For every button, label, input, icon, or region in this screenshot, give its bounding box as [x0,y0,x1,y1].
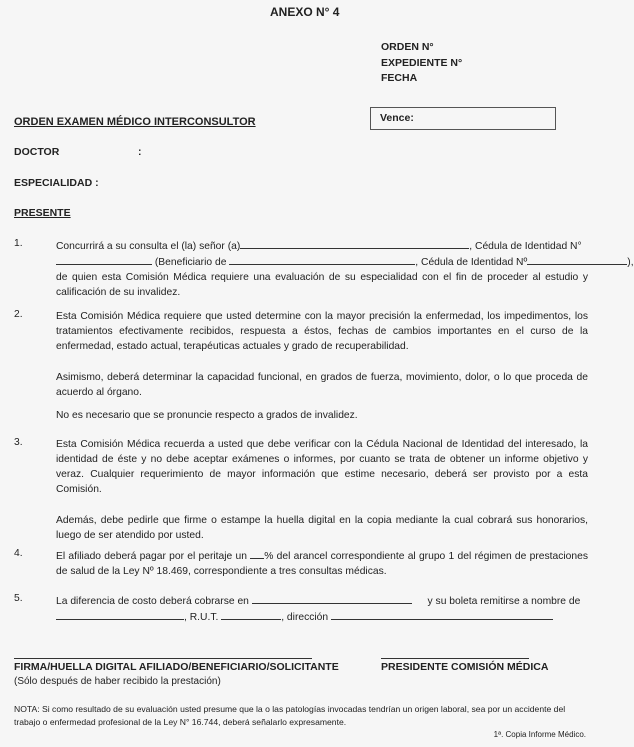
senor-name-field[interactable] [240,238,469,249]
doctor-field[interactable] [150,144,350,158]
footer-copy-label: 1ª. Copia Informe Médico. [493,730,586,739]
item-2-p3: No es necesario que se pronuncie respecto a grados de invalidez. [56,410,358,421]
beneficiario-field[interactable] [229,254,415,265]
item-2-number: 2. [14,309,23,320]
item-5-text: , dirección [281,612,329,623]
item-5-text: La diferencia de costo deberá cobrarse en [56,596,249,607]
vence-label: Vence: [380,112,414,124]
doctor-label: DOCTOR [14,146,60,158]
fecha-label: FECHA [381,72,418,84]
header-fields [381,40,462,87]
direccion-field[interactable] [331,609,553,620]
item-3-p2: Además, debe pedirle que firme o estampe la huella digital en la copia mediante la cual cobrará sus honorarios, luego de ser atendido por usted. [56,515,588,541]
cobrarse-en-field[interactable] [252,593,412,604]
signature-line-left [14,658,312,659]
rut-field[interactable] [221,609,281,620]
item-1-text: (Beneficiario de [154,257,227,268]
beneficiario-cedula-field[interactable] [527,254,627,265]
item-4-number: 4. [14,548,23,559]
item-4-text: % del arancel correspondiente al grupo 1 del régimen de prestaciones de salud de la Ley Nº 18.469, correspondiente a tres consultas médicas. [56,551,588,577]
annex-title: ANEXO N° 4 [270,5,340,19]
item-3-number: 3. [14,437,23,448]
especialidad-label: ESPECIALIDAD : [14,177,99,189]
signature-left-label: FIRMA/HUELLA DIGITAL AFILIADO/BENEFICIARIO/SOLICITANTE [14,661,339,673]
item-4-text: El afiliado deberá pagar por el peritaje un [56,551,247,562]
signature-right-label: PRESIDENTE COMISIÓN MÉDICA [381,661,549,673]
item-1-rest: de quien esta Comisión Médica requiere una evaluación de su especialidad con el fin de proceder al estudio y calificación de su invalidez. [56,272,588,298]
item-1-text: , Cédula de Identidad N° [469,241,582,252]
item-1-text: ), [627,257,634,268]
item-1-text: Concurrirá a su consulta el (la) señor (a) [56,241,241,252]
orden-label: ORDEN N° [381,41,434,53]
item-1 [56,238,634,300]
form-title: ORDEN EXAMEN MÉDICO INTERCONSULTOR [14,116,256,128]
signature-line-right [381,658,529,659]
especialidad-field[interactable] [110,175,350,189]
item-3-p1: Esta Comisión Médica recuerda a usted que debe verificar con la Cédula Nacional de Identidad del interesado, la identidad de éste y no debe aceptar exámenes o informes, por cuanto se trata de obtener un informe objetivo y veraz. Cualquier requerimiento de mayor información que estime necesario, deberá ser provisto por a esta Comisión. [56,439,588,495]
item-2-p2: Asimismo, deberá determinar la capacidad funcional, en grados de fuerza, movimiento, dolor, o lo que proceda de acuerdo al órgano. [56,372,588,398]
boleta-nombre-field[interactable] [56,609,184,620]
presente-label: PRESENTE [14,207,71,219]
item-5-number: 5. [14,593,23,604]
item-1-text: , Cédula de Identidad Nº [415,257,528,268]
vence-box[interactable] [370,107,556,130]
cedula-field[interactable] [56,254,152,265]
signature-left-note: (Sólo después de haber recibido la prestación) [14,676,221,687]
footer-nota: NOTA: Si como resultado de su evaluación usted presume que la o las patologías invocadas tendrían un origen laboral, sea por un accidente del trabajo o enfermedad profesional de la Ley N° 16.744, deberá señalarlo expresamente. [14,704,566,727]
item-1-number: 1. [14,238,23,249]
doctor-colon: : [138,146,142,158]
expediente-label: EXPEDIENTE N° [381,56,463,69]
item-5-text: , R.U.T. [184,612,219,623]
item-4 [56,548,588,579]
percent-field[interactable] [250,548,264,559]
item-5-text: y su boleta remitirse a nombre de [427,596,581,607]
item-2-p1: Esta Comisión Médica requiere que usted determine con la mayor precisión la enfermedad, los impedimentos, los tratamientos efectivamente recibidos, respuesta a éstos, fechas de cambios importantes en el curso de la enfermedad, estado actual, terapéuticas actuales y grado de recuperabilidad. [56,311,588,352]
item-5 [56,593,588,625]
